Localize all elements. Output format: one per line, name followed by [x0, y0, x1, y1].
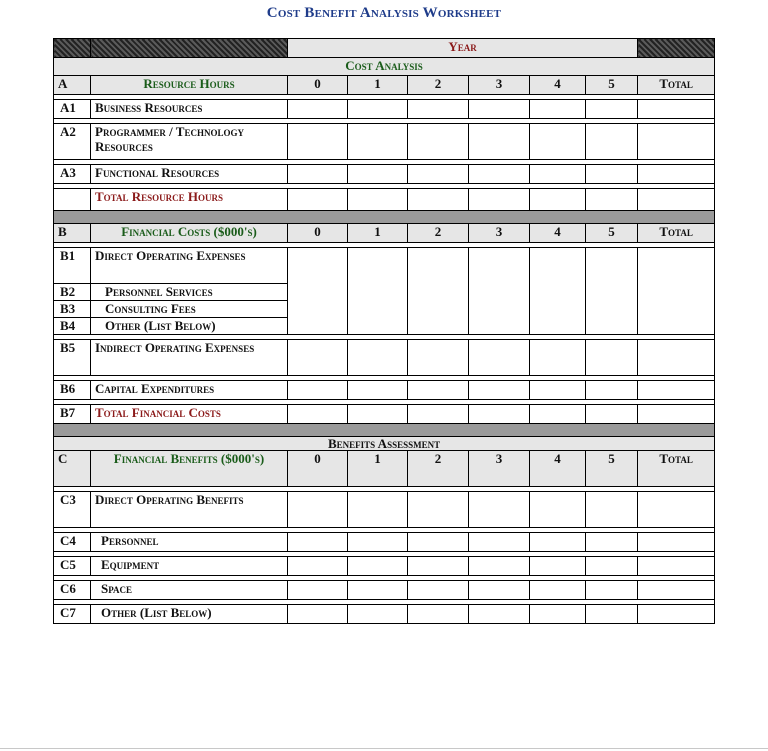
- year-col-3: 3: [469, 76, 530, 95]
- year-col-2: 2: [408, 76, 469, 95]
- header-hatch-left-2: [91, 39, 288, 58]
- section-code: A: [54, 76, 91, 95]
- table-row: [54, 189, 715, 211]
- section-a-header-row: [54, 76, 715, 95]
- total-resource-hours-label: Total Resource Hours: [91, 189, 288, 211]
- cost-benefit-table: [53, 38, 715, 624]
- table-row: B7 Total Financial Costs: [54, 405, 715, 424]
- year-col-0: 0: [288, 76, 348, 95]
- page-bottom-divider: [0, 748, 768, 749]
- table-row: A2 Programmer / Technology Resources: [54, 124, 715, 160]
- header-hatch-left: [54, 39, 91, 58]
- worksheet-title: Cost Benefit Analysis Worksheet: [266, 5, 502, 21]
- table-row: C5 Equipment: [54, 557, 715, 576]
- table-row: B5 Indirect Operating Expenses: [54, 340, 715, 376]
- benefits-assessment-header: Benefits Assessment: [54, 437, 715, 451]
- table-row: C4 Personnel: [54, 533, 715, 552]
- cost-analysis-header: Cost Analysis: [54, 58, 715, 76]
- table-row: B2 Personnel Services: [54, 284, 715, 301]
- table-row: A1 Business Resources: [54, 100, 715, 119]
- year-col-5: 5: [586, 76, 638, 95]
- section-label: Resource Hours: [91, 76, 288, 95]
- header-hatch-right: [638, 39, 715, 58]
- table-row: A3 Functional Resources: [54, 165, 715, 184]
- year-col-1: 1: [348, 76, 408, 95]
- year-header: Year: [288, 39, 638, 58]
- table-row: C3 Direct Operating Benefits: [54, 492, 715, 528]
- table-row: C6 Space: [54, 581, 715, 600]
- section-c-header-row: C Financial Benefits ($000's) 0 1 2 3 4 5 Total: [54, 451, 715, 487]
- table-row: B6 Capital Expenditures: [54, 381, 715, 400]
- table-row: B4 Other (List Below): [54, 318, 715, 335]
- table-row: B1 Direct Operating Expenses: [54, 248, 715, 284]
- table-row: C7 Other (List Below): [54, 605, 715, 624]
- year-col-4: 4: [530, 76, 586, 95]
- total-col: Total: [638, 76, 715, 95]
- section-b-header-row: B Financial Costs ($000's) 0 1 2 3 4 5 Total: [54, 224, 715, 243]
- table-row: B3 Consulting Fees: [54, 301, 715, 318]
